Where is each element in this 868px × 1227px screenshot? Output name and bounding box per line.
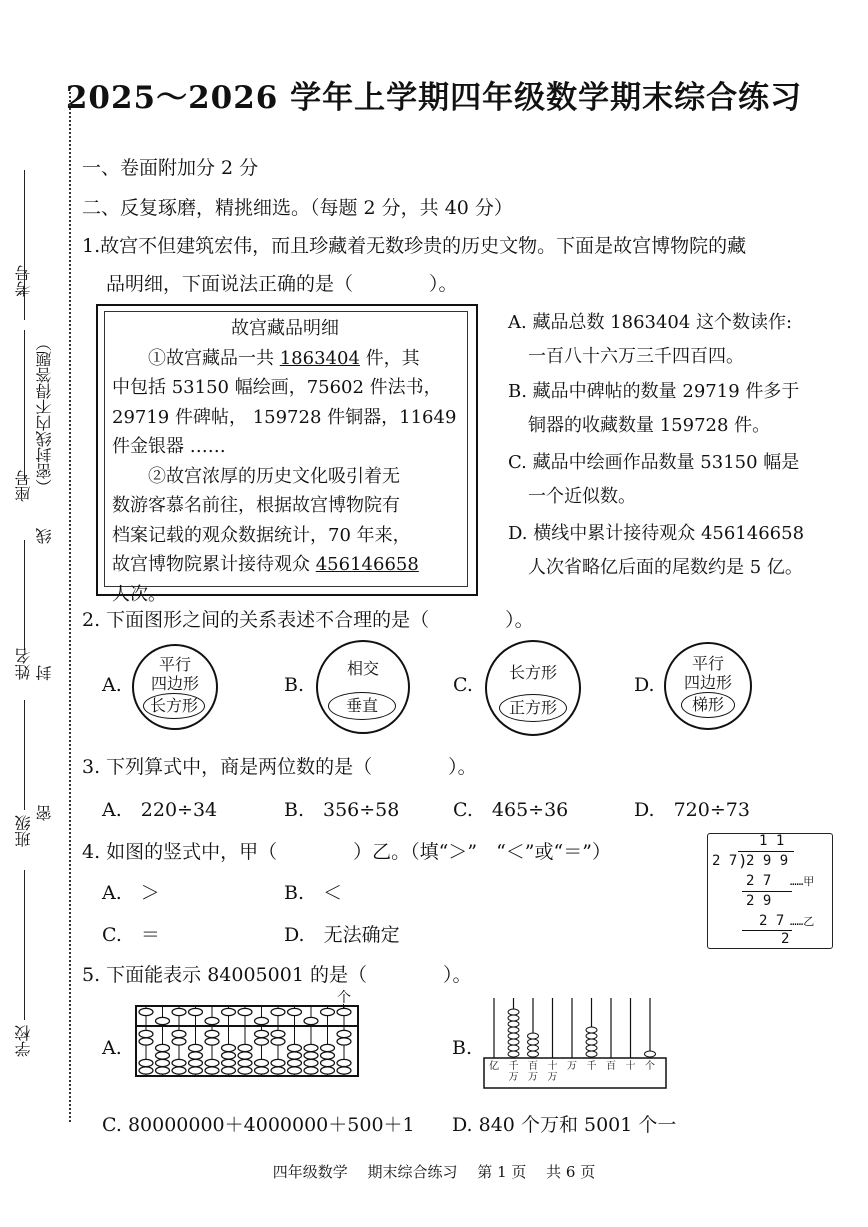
q1-box-total-number: 1863404 — [279, 347, 360, 369]
q2-option-b-diagram — [316, 640, 410, 734]
seal-mi: 密 — [35, 805, 54, 821]
abacus-a-upper-bead — [255, 1017, 269, 1024]
division-bracket: ) — [738, 851, 748, 870]
abacus-a-lower-bead — [156, 1052, 170, 1059]
q1-option-d-line1: D. 横线中累计接待观众 456146658 — [508, 523, 805, 544]
q4-stem: 4. 如图的竖式中，甲（ ）乙。（填“＞” “＜”或“＝”） — [82, 841, 611, 863]
q1-option-b-line1: B. 藏品中碑帖的数量 29719 件多于 — [508, 381, 800, 402]
abacus-b-bead — [528, 1045, 539, 1051]
q1-info-box-text — [112, 314, 458, 609]
q3-stem: 3. 下列算式中，商是两位数的是（ ）。 — [82, 756, 477, 778]
abacus-a-lower-bead — [172, 1067, 186, 1074]
abacus-a-upper-bead — [304, 1017, 318, 1024]
abacus-a-lower-bead — [189, 1067, 203, 1074]
abacus-b-bead — [508, 1051, 519, 1057]
abacus-a-lower-bead — [156, 1067, 170, 1074]
kaohao-blank — [24, 170, 25, 320]
abacus-b-place-label: 百 — [606, 1061, 616, 1072]
division-divisor: 2 7 — [712, 853, 738, 869]
seal-dotted-line — [69, 92, 71, 1122]
seal-xian: 线 — [35, 528, 54, 544]
abacus-a-lower-bead — [189, 1059, 203, 1066]
zuohao-label: 座号 — [14, 470, 33, 502]
q2-option-d-letter: D. — [634, 674, 655, 696]
abacus-a-upper-bead — [337, 1008, 351, 1015]
abacus-b-place-label: 亿 — [489, 1061, 499, 1072]
abacus-a-lower-bead — [139, 1030, 153, 1037]
abacus-a-lower-bead — [205, 1030, 219, 1037]
abacus-b-bead — [586, 1027, 597, 1033]
abacus-a-upper-bead — [288, 1008, 302, 1015]
page-footer: 四年级数学 期末综合练习 第 1 页 共 6 页 — [272, 1163, 596, 1181]
abacus-a-upper-bead — [189, 1008, 203, 1015]
banji-blank — [24, 700, 25, 810]
abacus-a-lower-bead — [304, 1067, 318, 1074]
abacus-a-lower-bead — [337, 1059, 351, 1066]
abacus-a-lower-bead — [139, 1059, 153, 1066]
abacus-a-lower-bead — [238, 1044, 252, 1051]
abacus-b-bead — [508, 1021, 519, 1027]
q1-box-line8 — [112, 550, 458, 580]
abacus-b-bead — [586, 1033, 597, 1039]
q1-option-a-line1: A. 藏品总数 1863404 这个数读作: — [508, 312, 793, 333]
abacus-a-lower-bead — [255, 1067, 269, 1074]
abacus-a-lower-bead — [172, 1030, 186, 1037]
abacus-b-bead — [508, 1015, 519, 1021]
q5-stem: 5. 下面能表示 84005001 的是（ ）。 — [82, 964, 472, 986]
q2-d-inner-ellipse — [681, 692, 735, 718]
abacus-a-lower-bead — [222, 1052, 236, 1059]
q2-option-b-letter: B. — [284, 674, 305, 696]
zuohao-blank — [24, 330, 25, 480]
abacus-a-upper-bead — [271, 1008, 285, 1015]
abacus-a-lower-bead — [271, 1038, 285, 1045]
kaohao-label: 考号 — [14, 265, 33, 297]
q3-option-a: A. 220÷34 — [102, 799, 218, 821]
abacus-b-place-label: 千万 — [508, 1061, 519, 1083]
q5-option-c: C. 80000000＋4000000＋500＋1 — [102, 1114, 415, 1136]
abacus-b-bead — [528, 1051, 539, 1057]
abacus-a-lower-bead — [337, 1067, 351, 1074]
abacus-b-bead — [508, 1039, 519, 1045]
abacus-a-upper-bead — [156, 1017, 170, 1024]
abacus-a-upper-bead — [321, 1008, 335, 1015]
q1-box-line9: 人次。 — [112, 583, 166, 605]
abacus-a-lower-bead — [304, 1052, 318, 1059]
q2-option-c-diagram — [485, 640, 581, 736]
q1-box-visitors-number: 456146658 — [315, 554, 419, 575]
abacus-a-lower-bead — [222, 1067, 236, 1074]
abacus-b-bead — [508, 1045, 519, 1051]
division-step2: 2 9 — [746, 893, 772, 909]
abacus-a-upper-bead — [172, 1008, 186, 1015]
division-step3: 2 7 — [759, 913, 785, 929]
section-one-heading: 一、卷面附加分 2 分 — [82, 157, 259, 179]
abacus-b-bead — [586, 1051, 597, 1057]
abacus-b-bead — [508, 1009, 519, 1015]
abacus-b-bead — [528, 1039, 539, 1045]
abacus-a-lower-bead — [304, 1059, 318, 1066]
abacus-b-bead — [586, 1039, 597, 1045]
abacus-a-lower-bead — [139, 1038, 153, 1045]
q2-stem: 2. 下面图形之间的关系表述不合理的是（ ）。 — [82, 609, 534, 631]
abacus-a-lower-bead — [255, 1038, 269, 1045]
q2-a-outer-label-1: 平行 — [158, 655, 191, 674]
xingming-label: 姓名 — [14, 648, 33, 680]
abacus-a-lower-bead — [288, 1067, 302, 1074]
seal-feng: 封 — [35, 665, 54, 681]
page-title: 2025～2026 学年上学期四年级数学期末综合练习 — [65, 80, 803, 116]
abacus-a-lower-bead — [288, 1052, 302, 1059]
q3-option-d: D. 720÷73 — [634, 799, 750, 821]
abacus-a-lower-bead — [205, 1059, 219, 1066]
abacus-a-lower-bead — [238, 1067, 252, 1074]
abacus-b-bead — [508, 1033, 519, 1039]
q2-option-d-diagram — [664, 642, 752, 730]
abacus-a-lower-bead — [205, 1067, 219, 1074]
abacus-a-upper-bead — [205, 1017, 219, 1024]
division-remainder: 2 — [781, 931, 790, 947]
abacus-a-lower-bead — [288, 1059, 302, 1066]
abacus-a-lower-bead — [321, 1059, 335, 1066]
xuexiao-label: 学校 — [14, 1025, 33, 1057]
q1-box-line1 — [112, 344, 458, 374]
banji-label: 班级 — [14, 815, 33, 847]
abacus-b-place-labels — [484, 1058, 664, 1088]
division-step1: 2 7 — [746, 873, 772, 889]
q1-option-a-line2: 一百八十六万三千四百四。 — [528, 346, 744, 367]
q5-option-d: D. 840 个万和 5001 个一 — [452, 1114, 677, 1136]
abacus-b-bead — [528, 1033, 539, 1039]
q2-b-inner-label: 垂直 — [345, 696, 378, 715]
q5-option-a-letter: A. — [102, 1037, 122, 1059]
q2-a-inner-ellipse — [143, 693, 205, 719]
xingming-blank — [24, 540, 25, 650]
q1-box-line1-a: ①故宫藏品一共 — [148, 347, 280, 369]
abacus-a-lower-bead — [172, 1038, 186, 1045]
abacus-a-lower-bead — [189, 1052, 203, 1059]
q4-option-a: A. ＞ — [102, 882, 160, 904]
seal-notice: （密封线内不得答题） — [35, 335, 54, 495]
abacus-b-bead — [508, 1027, 519, 1033]
abacus-a-lower-bead — [238, 1059, 252, 1066]
abacus-a-lower-bead — [238, 1052, 252, 1059]
q4-long-division-figure — [707, 833, 833, 949]
abacus-a-lower-bead — [337, 1030, 351, 1037]
abacus-a-lower-bead — [172, 1059, 186, 1066]
abacus-a-lower-bead — [321, 1052, 335, 1059]
abacus-a-lower-bead — [189, 1044, 203, 1051]
q1-box-line4: 件金银器 …… — [112, 436, 226, 457]
q2-d-outer-label-1: 平行 — [691, 654, 724, 673]
q1-box-line5: ②故宫浓厚的历史文化吸引着无 — [148, 465, 400, 487]
q1-box-line3: 29719 件碑帖， 159728 件铜器，11649 — [112, 406, 457, 428]
abacus-a-upper-bead — [222, 1008, 236, 1015]
abacus-b-place-label: 万 — [567, 1061, 577, 1072]
abacus-a-lower-bead — [139, 1067, 153, 1074]
abacus-a-lower-bead — [255, 1059, 269, 1066]
abacus-a-lower-bead — [156, 1059, 170, 1066]
abacus-a-lower-bead — [222, 1059, 236, 1066]
xuexiao-blank — [24, 870, 25, 1020]
q2-c-inner-ellipse — [499, 694, 567, 722]
abacus-a-unit-label: 个 — [337, 990, 351, 1006]
q1-box-line7: 档案记载的观众数据统计，70 年来， — [112, 524, 411, 546]
q3-option-b: B. 356÷58 — [284, 799, 400, 821]
q1-box-line2: 中包括 53150 幅绘画，75602 件法书， — [112, 377, 442, 398]
q5-option-b-letter: B. — [452, 1037, 473, 1059]
abacus-a-lower-bead — [271, 1067, 285, 1074]
q1-stem-line1: 1.故宫不但建筑宏伟，而且珍藏着无数珍贵的历史文物。下面是故宫博物院的藏 — [82, 235, 747, 257]
q1-stem-line2: 品明细，下面说法正确的是（ ）。 — [106, 273, 458, 295]
abacus-b-bead — [645, 1051, 656, 1057]
division-label-yi: ……乙 — [790, 915, 815, 928]
abacus-b-place-label: 百万 — [528, 1061, 538, 1083]
section-two-heading: 二、反复琢磨，精挑细选。（每题 2 分，共 40 分） — [82, 197, 513, 219]
q2-a-outer-label-2: 四边形 — [150, 674, 199, 693]
q3-option-c: C. 465÷36 — [453, 799, 569, 821]
q2-b-inner-ellipse — [328, 692, 396, 720]
q1-box-title: 故宫藏品明细 — [231, 318, 339, 339]
abacus-b-place-label: 十 — [625, 1061, 636, 1072]
abacus-a-lower-bead — [156, 1044, 170, 1051]
q2-option-a-diagram — [132, 644, 218, 730]
division-rule1 — [742, 891, 792, 892]
q1-option-b-line2: 铜器的收藏数量 159728 件。 — [528, 415, 771, 436]
abacus-b-place-label: 个 — [645, 1061, 655, 1072]
abacus-a-lower-bead — [321, 1067, 335, 1074]
q1-option-c-line1: C. 藏品中绘画作品数量 53150 幅是 — [508, 452, 800, 473]
q4-option-b: B. ＜ — [284, 882, 343, 904]
q2-option-a-letter: A. — [102, 674, 122, 696]
q4-option-c: C. ＝ — [102, 924, 160, 946]
q2-b-outer-label: 相交 — [346, 659, 379, 678]
q1-option-d-line2: 人次省略亿后面的尾数约是 5 亿。 — [528, 557, 803, 578]
q1-box-line1-b: 件，其 — [359, 347, 420, 369]
division-label-jia: ……甲 — [790, 875, 815, 888]
q2-d-inner-label: 梯形 — [691, 695, 724, 714]
q1-box-line8-a: 故宫博物院累计接待观众 — [112, 554, 316, 575]
q1-option-c-line2: 一个近似数。 — [528, 486, 636, 507]
abacus-a-figure — [134, 1004, 362, 1080]
q2-d-outer-label-2: 四边形 — [683, 673, 732, 692]
abacus-a-lower-bead — [271, 1059, 285, 1066]
q1-box-line6: 数游客慕名前往，根据故宫博物院有 — [112, 495, 400, 516]
abacus-a-upper-bead — [139, 1008, 153, 1015]
q4-option-d: D. 无法确定 — [284, 924, 400, 946]
division-dividend: 2 9 9 — [746, 853, 789, 869]
q2-c-outer-label: 长方形 — [508, 663, 557, 682]
abacus-b-bead — [586, 1045, 597, 1051]
abacus-a-lower-bead — [288, 1044, 302, 1051]
abacus-b-place-label: 十万 — [547, 1061, 558, 1083]
q2-a-inner-label: 长方形 — [149, 696, 198, 715]
abacus-a-lower-bead — [304, 1044, 318, 1051]
abacus-a-lower-bead — [321, 1044, 335, 1051]
q2-c-inner-label: 正方形 — [508, 698, 557, 717]
abacus-a-lower-bead — [271, 1030, 285, 1037]
abacus-a-lower-bead — [205, 1038, 219, 1045]
abacus-a-lower-bead — [337, 1038, 351, 1045]
abacus-a-lower-bead — [222, 1044, 236, 1051]
q2-option-c-letter: C. — [453, 674, 473, 696]
abacus-b-place-label: 千 — [586, 1061, 597, 1072]
abacus-a-lower-bead — [255, 1030, 269, 1037]
abacus-a-upper-bead — [238, 1008, 252, 1015]
division-quotient: 1 1 — [759, 833, 785, 849]
